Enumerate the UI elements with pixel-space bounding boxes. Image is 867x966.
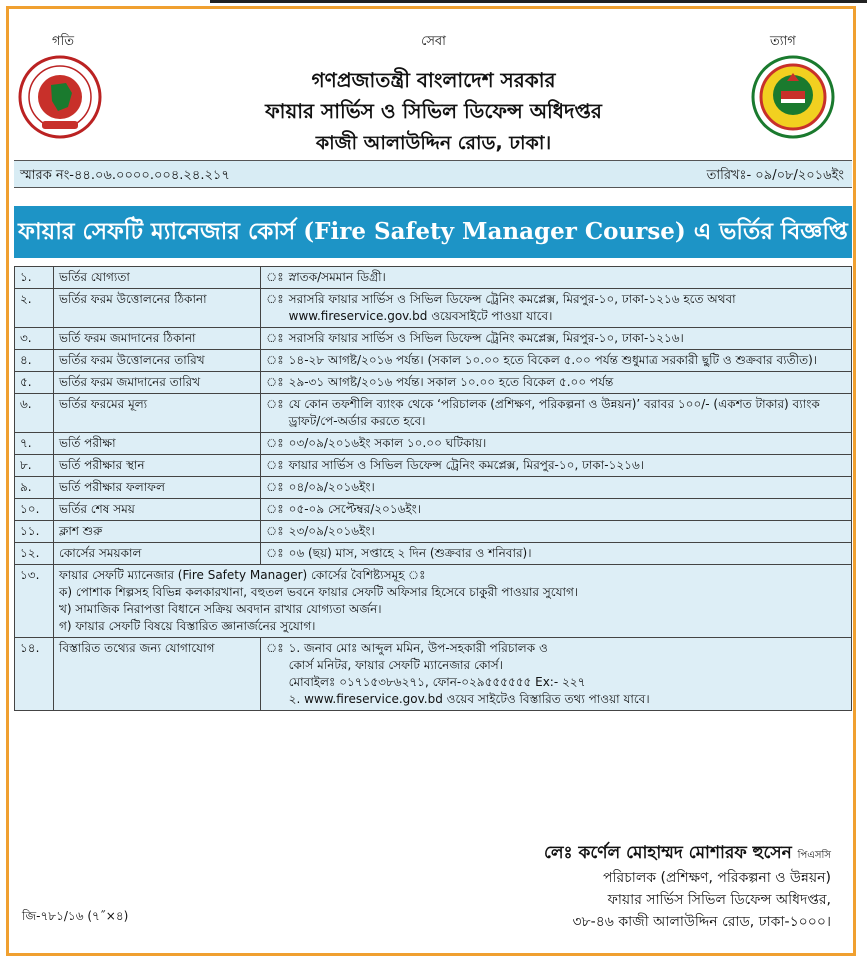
row-number: ১২.	[15, 543, 54, 565]
row-label: ভর্তি পরীক্ষা	[54, 433, 261, 455]
contact-line: কোর্স মনিটর, ফায়ার সেফটি ম্যানেজার কোর্স।	[288, 658, 503, 672]
row-separator: ঃ	[261, 394, 284, 433]
features-line: খ) সামাজিক নিরাপত্তা বিধানে সক্রিয় অবদান রাখার যোগ্যতা অর্জন।	[59, 602, 382, 616]
row-separator: ঃ	[261, 372, 284, 394]
header-line-3: কাজী আলাউদ্দিন রোড, ঢাকা।	[315, 132, 552, 154]
row-number: ৬.	[15, 394, 54, 433]
row-value: ফায়ার সার্ভিস ও সিভিল ডিফেন্স ট্রেনিং কমপ্লেক্স, মিরপুর-১০, ঢাকা-১২১৬।	[284, 455, 852, 477]
row-label: ভর্তি ফরম জমাদানের ঠিকানা	[54, 328, 261, 350]
row-value: ০৫-০৯ সেপ্টেম্বর/২০১৬ইং।	[284, 499, 852, 521]
signatory-name-line	[544, 842, 831, 867]
row-number: ৫.	[15, 372, 54, 394]
table-row	[15, 638, 852, 711]
table-row	[15, 350, 852, 372]
table-row	[15, 455, 852, 477]
contact-line: মোবাইলঃ ০১৭১৫৩৮৬২৭১, ফোন-০২৯৫৫৫৫৫৫ Ex:- ২২৭	[288, 675, 586, 689]
row-separator: ঃ	[261, 499, 284, 521]
row-value: স্নাতক/সমমান ডিগ্রী।	[284, 267, 852, 289]
row-value: ০৬ (ছয়) মাস, সপ্তাহে ২ দিন (শুক্রবার ও শনিবার)।	[284, 543, 852, 565]
signatory-title: পরিচালক (প্রশিক্ষণ, পরিকল্পনা ও উন্নয়ন)	[603, 870, 831, 886]
row-label: ক্লাশ শুরু	[54, 521, 261, 543]
reference-code: জি-৭৮১/১৬ (৭˝×৪)	[22, 909, 129, 923]
table-row	[15, 543, 852, 565]
row-separator: ঃ	[261, 477, 284, 499]
header-line-1: গণপ্রজাতন্ত্রী বাংলাদেশ সরকার	[311, 68, 556, 92]
row-separator: ঃ	[261, 521, 284, 543]
contact-cell	[284, 638, 852, 711]
row-value: সরাসরি ফায়ার সার্ভিস ও সিভিল ডিফেন্স ট্রেনিং কমপ্লেক্স, মিরপুর-১০, ঢাকা-১২১৬ হতে অথবা www.fireservice.gov.bd ওয়েবসাইটে পাওয়া যাবে।	[284, 289, 852, 328]
info-table	[14, 266, 852, 711]
memo-date: তারিখঃ- ০৯/০৮/২০১৬ইং	[706, 168, 844, 183]
row-number: ২.	[15, 289, 54, 328]
row-number: ৭.	[15, 433, 54, 455]
row-label: ভর্তির ফরম উত্তোলনের তারিখ	[54, 350, 261, 372]
signatory-office: ফায়ার সার্ভিস সিভিল ডিফেন্স অধিদপ্তর,	[607, 892, 831, 908]
row-label: ভর্তির ফরম উত্তোলনের ঠিকানা	[54, 289, 261, 328]
signatory-suffix: পিএসসি	[797, 850, 831, 861]
row-value: সরাসরি ফায়ার সার্ভিস ও সিভিল ডিফেন্স ট্রেনিং কমপ্লেক্স, মিরপুর-১০, ঢাকা-১২১৬।	[284, 328, 852, 350]
row-label: বিস্তারিত তথ্যের জন্য যোগাযোগ	[54, 638, 261, 711]
motto-left: গতি	[52, 34, 74, 49]
row-label: ভর্তির ফরমের মূল্য	[54, 394, 261, 433]
row-label: কোর্সের সময়কাল	[54, 543, 261, 565]
row-number: ১.	[15, 267, 54, 289]
table-row	[15, 267, 852, 289]
table-row	[15, 499, 852, 521]
notice-banner: ফায়ার সেফটি ম্যানেজার কোর্স (Fire Safety Manager Course) এ ভর্তির বিজ্ঞপ্তি	[14, 206, 852, 258]
contact-line: ১. জনাব মোঃ আব্দুল মমিন, উপ-সহকারী পরিচালক ও	[288, 641, 548, 655]
table-row	[15, 521, 852, 543]
row-separator: ঃ	[261, 328, 284, 350]
row-label: ভর্তির শেষ সময়	[54, 499, 261, 521]
row-separator: ঃ	[261, 289, 284, 328]
features-cell	[54, 565, 852, 638]
row-number: ১৩.	[15, 565, 54, 638]
row-number: ৮.	[15, 455, 54, 477]
features-line: ফায়ার সেফটি ম্যানেজার (Fire Safety Manager) কোর্সের বৈশিষ্ট্যসমূহ ঃ	[59, 568, 426, 582]
table-row	[15, 565, 852, 638]
row-value: ২৯-৩১ আগষ্ট/২০১৬ পর্যন্ত। সকাল ১০.০০ হতে বিকেল ৫.০০ পর্যন্ত	[284, 372, 852, 394]
features-line: গ) ফায়ার সেফটি বিষয়ে বিস্তারিত জ্ঞানার্জনের সুযোগ।	[59, 619, 316, 633]
row-value: যে কোন তফশীলি ব্যাংক থেকে ‘পরিচালক (প্রশিক্ষণ, পরিকল্পনা ও উন্নয়ন)’ বরাবর ১০০/- (একশত টাকার) ব্যাংক ড্রাফট/পে-অর্ডার করতে হবে।	[284, 394, 852, 433]
row-value: ০৩/০৯/২০১৬ইং সকাল ১০.০০ ঘটিকায়।	[284, 433, 852, 455]
row-number: ৩.	[15, 328, 54, 350]
features-line: ক) পোশাক শিল্পসহ বিভিন্ন কলকারখানা, বহুতল ভবনে ফায়ার সেফটি অফিসার হিসেবে চাকুরী পাওয়ার সুযোগ।	[59, 585, 579, 599]
row-number: ১৪.	[15, 638, 54, 711]
table-row	[15, 328, 852, 350]
row-number: ১০.	[15, 499, 54, 521]
row-separator: ঃ	[261, 455, 284, 477]
memo-strip	[14, 160, 852, 188]
motto-right: ত্যাগ	[770, 34, 796, 49]
row-separator: ঃ	[261, 638, 284, 711]
table-row	[15, 477, 852, 499]
row-label: ভর্তির ফরম জমাদানের তারিখ	[54, 372, 261, 394]
signatory-name: লেঃ কর্ণেল মোহাম্মদ মোশারফ হুসেন	[543, 843, 792, 863]
row-number: ৯.	[15, 477, 54, 499]
table-row	[15, 289, 852, 328]
row-separator: ঃ	[261, 267, 284, 289]
signatory-address: ৩৮-৪৬ কাজী আলাউদ্দিন রোড, ঢাকা-১০০০।	[572, 914, 831, 930]
row-separator: ঃ	[261, 433, 284, 455]
row-separator: ঃ	[261, 543, 284, 565]
row-label: ভর্তি পরীক্ষার স্থান	[54, 455, 261, 477]
table-row	[15, 433, 852, 455]
signature-block	[544, 842, 831, 933]
table-row	[15, 394, 852, 433]
memo-ref: স্মারক নং-৪৪.০৬.০০০০.০০৪.২৪.২১৭	[20, 168, 230, 183]
table-row	[15, 372, 852, 394]
row-separator: ঃ	[261, 350, 284, 372]
motto-center: সেবা	[421, 34, 446, 49]
row-value: ১৪-২৮ আগষ্ট/২০১৬ পর্যন্ত। (সকাল ১০.০০ হতে বিকেল ৫.০০ পর্যন্ত শুধুমাত্র সরকারী ছুটি ও শুক্রবার ব্যতীত)।	[284, 350, 852, 372]
row-label: ভর্তি পরীক্ষার ফলাফল	[54, 477, 261, 499]
contact-line: ২. www.fireservice.gov.bd ওয়েব সাইটেও বিস্তারিত তথ্য পাওয়া যাবে।	[288, 692, 650, 706]
header-line-2: ফায়ার সার্ভিস ও সিভিল ডিফেন্স অধিদপ্তর	[265, 99, 602, 123]
row-value: ২৩/০৯/২০১৬ইং।	[284, 521, 852, 543]
row-value: ০৪/০৯/২০১৬ইং।	[284, 477, 852, 499]
row-number: ১১.	[15, 521, 54, 543]
row-number: ৪.	[15, 350, 54, 372]
top-rule	[210, 0, 867, 3]
row-label: ভর্তির যোগ্যতা	[54, 267, 261, 289]
